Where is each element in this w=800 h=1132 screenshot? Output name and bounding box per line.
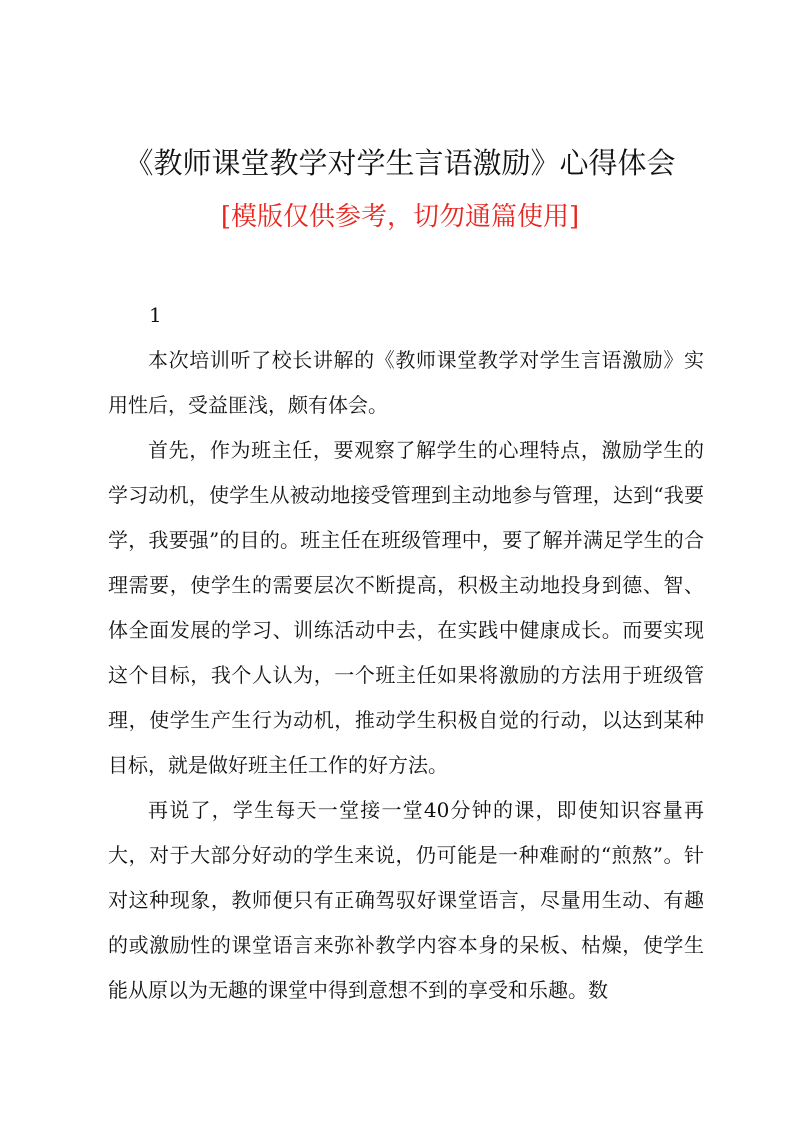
paragraph: 首先，作为班主任，要观察了解学生的心理特点，激励学生的学习动机，使学生从被动地接受管理到主动地参与管理，达到“我要学，我要强”的目的。班主任在班级管理中，要了解并满足学生的合理需要，使学生的需要层次不断提高，积极主动地投身到德、智、体全面发展的学习、训练活动中去，在实践中健康成长。而要实现这个目标，我个人认为，一个班主任如果将激励的方法用于班级管理，使学生产生行为动机，推动学生积极自觉的行动，以达到某种目标，就是做好班主任工作的好方法。 xyxy=(108,438,704,777)
document-body xyxy=(108,293,704,1013)
section-number: 1 xyxy=(149,303,162,327)
template-notice: [模版仅供参考，切勿通篇使用] xyxy=(220,202,580,232)
page-title: 《教师课堂教学对学生言语激励》心得体会 xyxy=(124,146,676,180)
paragraph: 再说了，学生每天一堂接一堂40分钟的课，即使知识容量再大，对于大部分好动的学生来说，仍可能是一种难耐的“煎熬”。针对这种现象，教师便只有正确驾驭好课堂语言，尽量用生动、有趣的或激励性的课堂语言来弥补教学内容本身的呆板、枯燥，使学生能从原以为无趣的课堂中得到意想不到的享受和乐趣。数 xyxy=(108,798,704,1002)
paragraph: 本次培训听了校长讲解的《教师课堂教学对学生言语激励》实用性后，受益匪浅，颇有体会。 xyxy=(108,348,704,417)
